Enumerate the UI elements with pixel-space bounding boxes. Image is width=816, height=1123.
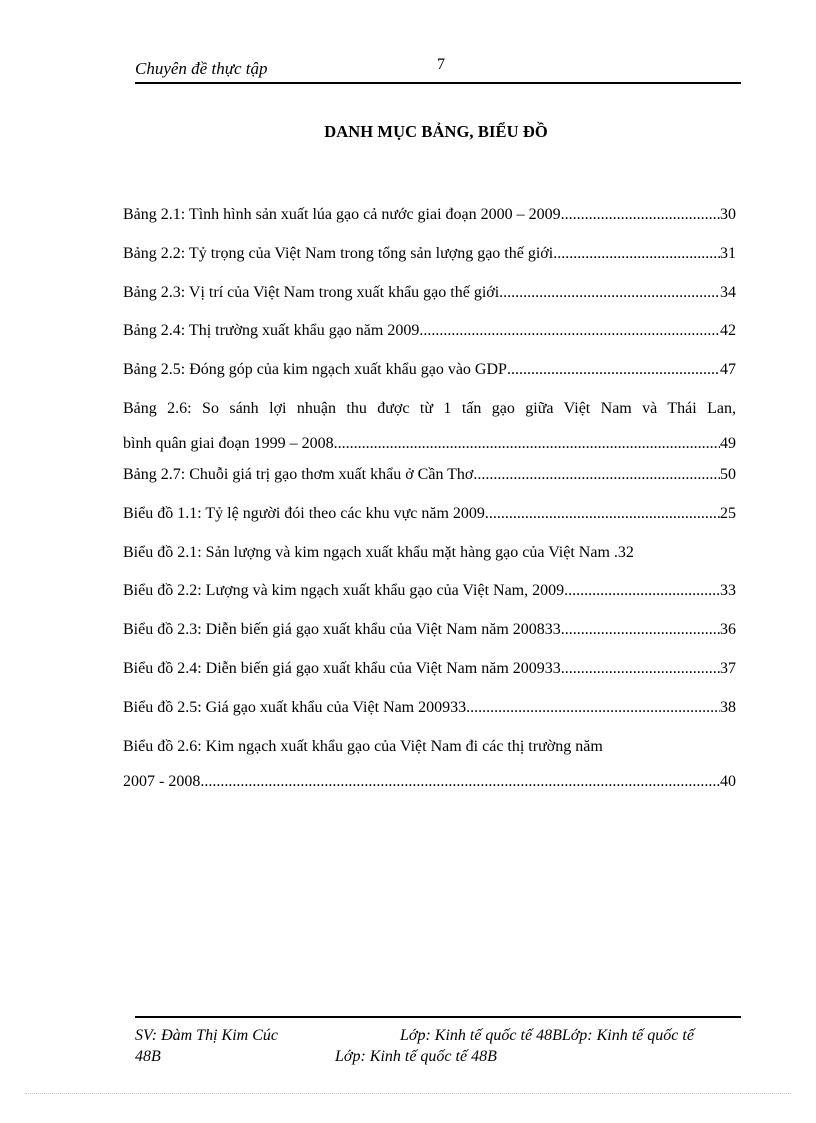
- toc-entry[interactable]: [123, 579, 736, 602]
- toc-entry[interactable]: [123, 657, 736, 680]
- page-number: 7: [437, 56, 445, 73]
- toc-entry-page: 31: [720, 244, 736, 262]
- toc-entry-page: 32: [617, 543, 634, 561]
- toc-leader: [499, 281, 720, 304]
- toc-leader: [561, 203, 720, 226]
- toc-leader: [485, 502, 720, 525]
- toc-leader: [466, 696, 720, 719]
- toc-entry-text-continued: bình quân giai đoạn 1999 – 2008: [123, 434, 334, 452]
- toc-entry-page: 50: [720, 465, 736, 483]
- toc-entry-text: Bảng 2.6: So sánh lợi nhuận thu được từ 1 tấn gạo giữa Việt Nam và Thái Lan,: [123, 399, 736, 417]
- toc-leader: [334, 432, 720, 455]
- toc-entry-text: Biểu đồ 2.3: Diễn biến giá gạo xuất khẩu của Việt Nam năm 200833: [123, 621, 561, 639]
- toc-entry-text-continued: 2007 - 2008: [123, 772, 201, 790]
- toc-leader: [200, 770, 720, 793]
- page-footer: [135, 1016, 741, 1065]
- toc-entry[interactable]: [123, 502, 736, 525]
- toc-entry-text: Bảng 2.2: Tỷ trọng của Việt Nam trong tổng sản lượng gạo thế giới: [123, 244, 554, 262]
- footer-class-repeat: Lớp: Kinh tế quốc tế 48BLớp: Kinh tế quốc tế: [400, 1027, 694, 1044]
- toc-entry-text: Bảng 2.5: Đóng góp của kim ngạch xuất khẩu gạo vào GDP: [123, 361, 507, 379]
- footer-class: Lớp: Kinh tế quốc tế 48B: [335, 1048, 497, 1065]
- toc-entry-page: 49: [720, 434, 736, 452]
- toc-leader: [419, 319, 720, 342]
- toc-leader: [507, 358, 720, 381]
- toc-entry[interactable]: [123, 358, 736, 381]
- footer-class-tail: 48B: [135, 1048, 161, 1065]
- toc-entry[interactable]: [123, 541, 736, 564]
- toc-leader: [473, 463, 720, 486]
- toc-entry-page: 38: [720, 698, 736, 716]
- toc-entry[interactable]: [123, 463, 736, 486]
- toc-entry-text: Biểu đồ 2.6: Kim ngạch xuất khẩu gạo của Việt Nam đi các thị trường năm: [123, 737, 603, 755]
- toc-entry-text: Bảng 2.3: Vị trí của Việt Nam trong xuất khẩu gạo thế giới: [123, 283, 500, 301]
- toc-entry-text: Bảng 2.7: Chuỗi giá trị gạo thơm xuất khẩu ở Cần Thơ: [123, 465, 474, 483]
- toc-entry-page: 34: [720, 283, 736, 301]
- header-title: Chuyên đề thực tập: [135, 59, 268, 78]
- toc-entry-page: 36: [720, 621, 736, 639]
- toc-leader: [561, 657, 720, 680]
- toc-entry[interactable]: [123, 203, 736, 226]
- section-title: DANH MỤC BẢNG, BIỂU ĐỒ: [324, 122, 548, 141]
- toc-entry-text: Bảng 2.4: Thị trường xuất khẩu gạo năm 2009: [123, 322, 420, 340]
- toc-entry[interactable]: [123, 319, 736, 342]
- page-edge-divider: [25, 1093, 791, 1094]
- toc-entry-page: 47: [720, 361, 736, 379]
- toc-entry[interactable]: [123, 281, 736, 304]
- toc-entry-text: Biểu đồ 2.2: Lượng và kim ngạch xuất khẩu gạo của Việt Nam, 2009: [123, 582, 565, 600]
- toc-leader: [553, 242, 720, 265]
- toc-list: [123, 203, 736, 801]
- toc-entry-page: 40: [720, 772, 736, 790]
- toc-entry-page: 37: [720, 659, 736, 677]
- toc-entry-text: Biểu đồ 1.1: Tỷ lệ người đói theo các khu vực năm 2009: [123, 504, 485, 522]
- toc-entry-text: Biểu đồ 2.1: Sản lượng và kim ngạch xuất khẩu mặt hàng gạo của Việt Nam .: [123, 543, 618, 561]
- toc-entry[interactable]: [123, 618, 736, 641]
- toc-leader: [564, 579, 720, 602]
- toc-entry-page: 42: [720, 322, 736, 340]
- toc-entry[interactable]: [123, 397, 736, 452]
- toc-entry-page: 25: [720, 504, 736, 522]
- toc-entry-text: Biểu đồ 2.5: Giá gạo xuất khẩu của Việt Nam 200933: [123, 698, 467, 716]
- toc-entry[interactable]: [123, 696, 736, 719]
- toc-entry-page: 33: [720, 582, 736, 600]
- toc-entry-text: Biểu đồ 2.4: Diễn biến giá gạo xuất khẩu của Việt Nam năm 200933: [123, 659, 561, 677]
- toc-leader: [561, 618, 720, 641]
- toc-entry[interactable]: [123, 735, 736, 790]
- toc-entry-text: Bảng 2.1: Tình hình sản xuất lúa gạo cả nước giai đoạn 2000 – 2009: [123, 206, 561, 223]
- toc-entry-page: 30: [720, 206, 736, 223]
- footer-student: SV: Đàm Thị Kim Cúc: [135, 1027, 278, 1044]
- toc-entry[interactable]: [123, 242, 736, 265]
- page-header: [135, 58, 741, 84]
